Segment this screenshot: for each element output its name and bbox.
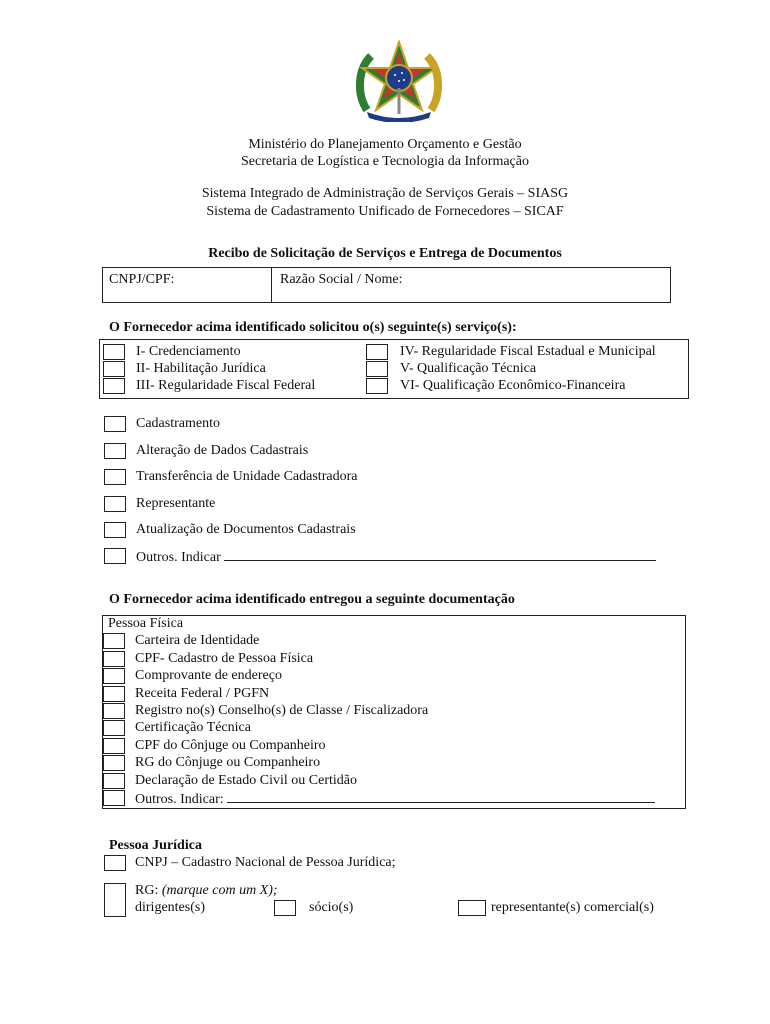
- doc-receita-federal: Receita Federal / PGFN: [135, 686, 270, 701]
- option-outros: Outros. Indicar: [136, 548, 656, 566]
- outros-doc-fill-line[interactable]: [227, 790, 655, 803]
- rg-label: RG: (marque com um X);: [135, 883, 278, 898]
- doc-estado-civil: Declaração de Estado Civil ou Certidão: [135, 773, 357, 788]
- checkbox-outros-documentos[interactable]: [103, 790, 125, 806]
- brazil-coat-of-arms-icon: [353, 40, 445, 122]
- razao-social-label: Razão Social / Nome:: [280, 272, 403, 287]
- checkbox-cnpj[interactable]: [104, 855, 126, 871]
- checkbox-comprovante-endereco[interactable]: [103, 668, 125, 684]
- doc-cpf: CPF- Cadastro de Pessoa Física: [135, 651, 314, 666]
- doc-carteira-identidade: Carteira de Identidade: [135, 633, 260, 648]
- doc-rg-conjuge: RG do Cônjuge ou Companheiro: [135, 755, 321, 770]
- outros-fill-line[interactable]: [224, 548, 656, 561]
- checkbox-certificacao-tecnica[interactable]: [103, 720, 125, 736]
- doc-comprovante-endereco: Comprovante de endereço: [135, 668, 282, 683]
- checkbox-cpf-conjuge[interactable]: [103, 738, 125, 754]
- dirigentes-label: dirigentes(s): [135, 900, 205, 915]
- checkbox-outros[interactable]: [104, 548, 126, 564]
- option-cadastramento: Cadastramento: [136, 416, 220, 431]
- checkbox-estado-civil[interactable]: [103, 773, 125, 789]
- option-transferencia: Transferência de Unidade Cadastradora: [136, 469, 358, 484]
- checkbox-socio[interactable]: [274, 900, 296, 916]
- cnpj-label: CNPJ/CPF:: [109, 272, 175, 287]
- checkbox-representante-comercial[interactable]: [458, 900, 486, 916]
- doc-cnpj: CNPJ – Cadastro Nacional de Pessoa Jurídica;: [135, 855, 396, 870]
- secretariat-title: Secretaria de Logística e Tecnologia da Informação: [241, 154, 529, 169]
- checkbox-regularidade-estadual[interactable]: [366, 344, 388, 360]
- service-iv-label: IV- Regularidade Fiscal Estadual e Municipal: [400, 344, 656, 359]
- checkbox-qualificacao-tecnica[interactable]: [366, 361, 388, 377]
- checkbox-registro-conselho[interactable]: [103, 703, 125, 719]
- option-atualizacao: Atualização de Documentos Cadastrais: [136, 522, 356, 537]
- checkbox-atualizacao[interactable]: [104, 522, 126, 538]
- checkbox-credenciamento[interactable]: [103, 344, 125, 360]
- checkbox-habilitacao-juridica[interactable]: [103, 361, 125, 377]
- documents-heading: O Fornecedor acima identificado entregou a seguinte documentação: [109, 592, 515, 607]
- ministry-title: Ministério do Planejamento Orçamento e Gestão: [248, 137, 522, 152]
- document-title: Recibo de Solicitação de Serviços e Entrega de Documentos: [208, 246, 562, 261]
- checkbox-cpf[interactable]: [103, 651, 125, 667]
- services-heading: O Fornecedor acima identificado solicitou o(s) seguinte(s) serviço(s):: [109, 320, 517, 335]
- service-iii-label: III- Regularidade Fiscal Federal: [136, 378, 316, 393]
- doc-cpf-conjuge: CPF do Cônjuge ou Companheiro: [135, 738, 326, 753]
- checkbox-representante[interactable]: [104, 496, 126, 512]
- checkbox-cadastramento[interactable]: [104, 416, 126, 432]
- checkbox-rg-dirigentes[interactable]: [104, 883, 126, 917]
- doc-certificacao-tecnica: Certificação Técnica: [135, 720, 251, 735]
- representante-comercial-label: representante(s) comercial(s): [491, 900, 654, 915]
- system-siasg: Sistema Integrado de Administração de Serviços Gerais – SIASG: [201, 186, 569, 201]
- service-i-label: I- Credenciamento: [136, 344, 241, 359]
- checkbox-regularidade-federal[interactable]: [103, 378, 125, 394]
- checkbox-receita-federal[interactable]: [103, 686, 125, 702]
- option-alteracao: Alteração de Dados Cadastrais: [136, 443, 309, 458]
- checkbox-transferencia[interactable]: [104, 469, 126, 485]
- option-representante: Representante: [136, 496, 216, 511]
- checkbox-rg-conjuge[interactable]: [103, 755, 125, 771]
- checkbox-carteira-identidade[interactable]: [103, 633, 125, 649]
- service-ii-label: II- Habilitação Jurídica: [136, 361, 266, 376]
- service-vi-label: VI- Qualificação Econômico-Financeira: [400, 378, 626, 393]
- service-v-label: V- Qualificação Técnica: [400, 361, 537, 376]
- pessoa-juridica-title: Pessoa Jurídica: [109, 838, 202, 853]
- pessoa-fisica-title: Pessoa Física: [108, 616, 184, 631]
- system-sicaf: Sistema de Cadastramento Unificado de Fornecedores – SICAF: [206, 204, 564, 219]
- checkbox-qualificacao-economica[interactable]: [366, 378, 388, 394]
- identification-box: [102, 267, 671, 303]
- checkbox-alteracao[interactable]: [104, 443, 126, 459]
- doc-outros: Outros. Indicar:: [135, 790, 655, 808]
- id-divider: [271, 268, 272, 302]
- doc-registro-conselho: Registro no(s) Conselho(s) de Classe / Fiscalizadora: [135, 703, 429, 718]
- socio-label: sócio(s): [309, 900, 354, 915]
